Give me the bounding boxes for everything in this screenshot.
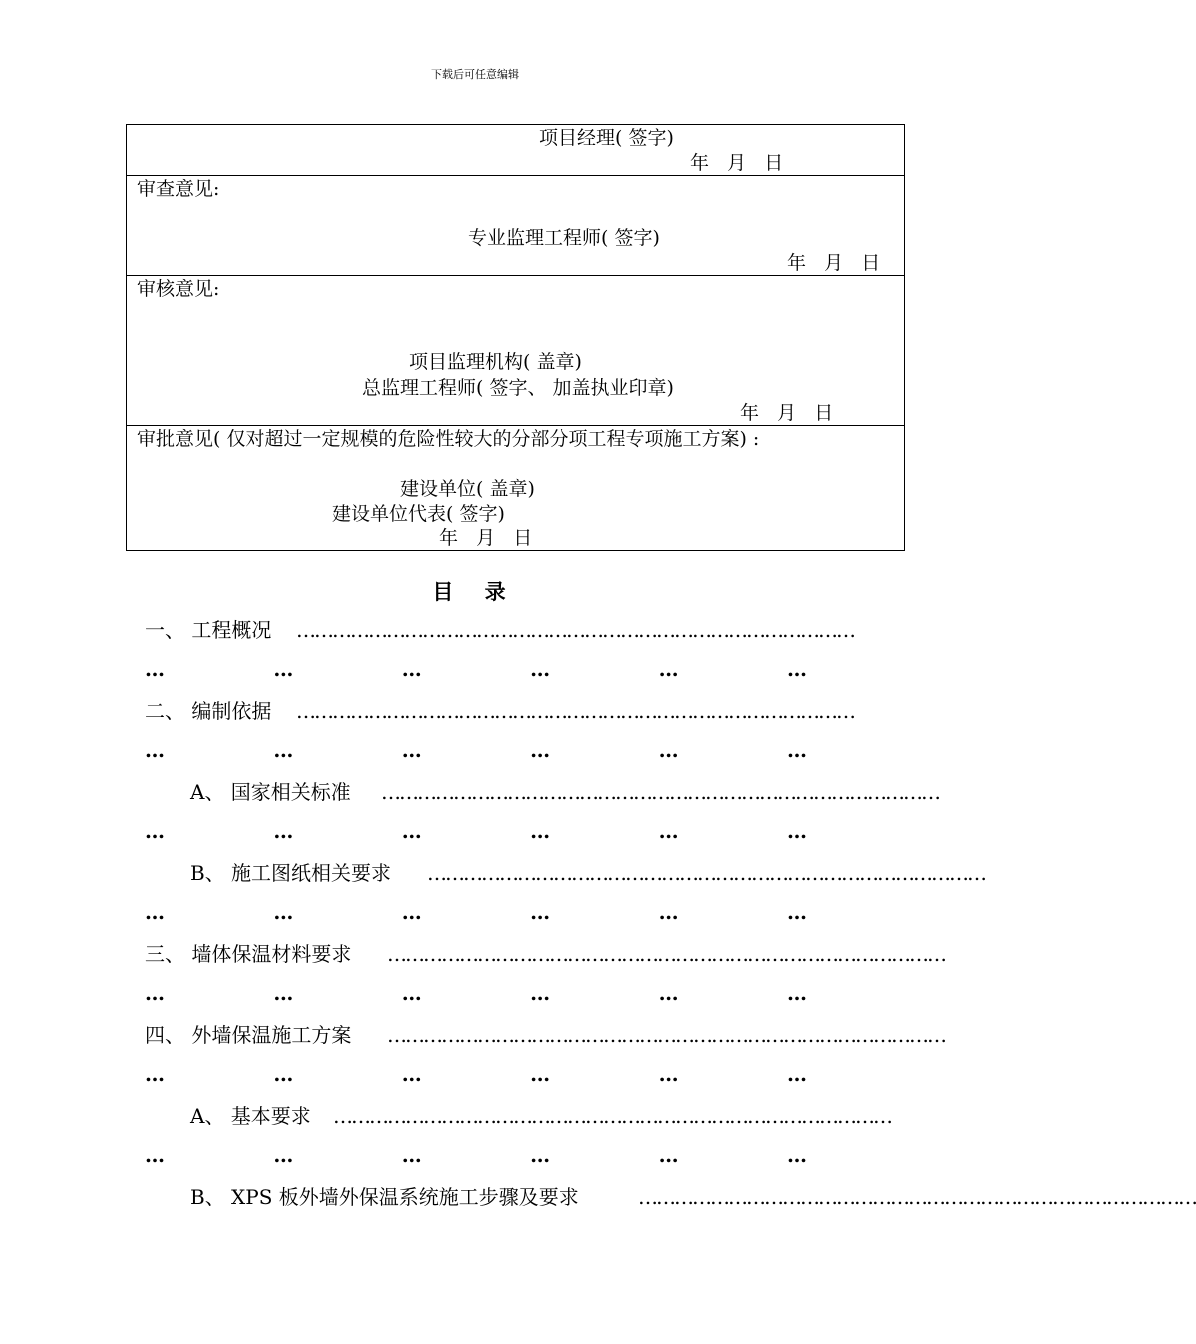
form-row-review [127,176,904,276]
dot-segment: … [530,819,551,843]
dot-segment: … [530,1143,551,1167]
dot-leader-continuation [145,1143,807,1167]
dot-leader: ………………………………………………………………………………… [333,1104,891,1128]
dot-segment: … [786,900,807,924]
dot-segment: … [658,819,679,843]
toc-entry-label: 二、 编制依据 [145,699,272,723]
dot-segment: … [786,819,807,843]
dot-segment: … [145,738,165,762]
date-label: 年 月 日 [690,152,784,174]
dot-segment: … [145,819,165,843]
dot-segment: … [786,657,807,681]
dot-segment: … [530,1062,551,1086]
dot-segment: … [145,1062,165,1086]
toc-title: 目 录 [432,579,518,604]
date-label: 年 月 日 [740,402,834,424]
dot-leader-continuation [145,819,807,843]
form-row-audit [127,276,904,426]
dot-segment: … [658,981,679,1005]
audit-opinion-heading: 审核意见: [137,278,220,300]
toc-entry-label: A、 国家相关标准 [190,780,351,804]
dot-segment: … [530,981,551,1005]
dot-leader: ………………………………………………………………………………… [381,780,939,804]
dot-segment: … [401,981,422,1005]
toc-entry-label: 三、 墙体保温材料要求 [145,942,352,966]
dot-segment: … [530,657,551,681]
owner-representative-signature-label: 建设单位代表( 签字) [332,503,505,525]
dot-segment: … [145,1143,165,1167]
dot-segment: … [658,738,679,762]
dot-leader-continuation [145,900,807,924]
dot-segment: … [658,657,679,681]
dot-segment: … [145,900,165,924]
dot-leader-continuation [145,981,807,1005]
form-row-project-manager [127,125,904,176]
toc-entry-label: B、 XPS 板外墙外保温系统施工步骤及要求 [190,1185,579,1209]
toc-entry-label: 一、 工程概况 [145,618,272,642]
dot-segment: … [658,900,679,924]
dot-segment: … [786,1143,807,1167]
date-label: 年 月 日 [787,252,881,274]
supervision-org-seal-label: 项目监理机构( 盖章) [409,351,582,373]
dot-leader: ………………………………………………………………………………… [387,1023,945,1047]
dot-segment: … [401,819,422,843]
dot-segment: … [273,900,294,924]
dot-leader: ………………………………………………………………………………… [296,699,854,723]
dot-leader: ………………………………………………………………………………… [638,1185,1196,1209]
dot-segment: … [273,1143,294,1167]
dot-segment: … [145,657,165,681]
dot-segment: … [786,738,807,762]
dot-segment: … [658,1062,679,1086]
dot-segment: … [401,1062,422,1086]
dot-leader-continuation [145,657,807,681]
dot-segment: … [401,1143,422,1167]
form-row-approval [127,426,904,552]
dot-leader-continuation [145,738,807,762]
dot-segment: … [273,738,294,762]
dot-segment: … [401,738,422,762]
dot-segment: … [273,819,294,843]
dot-leader: ………………………………………………………………………………… [427,861,985,885]
project-manager-signature-label: 项目经理( 签字) [539,127,674,149]
dot-leader-continuation [145,1062,807,1086]
dot-segment: … [658,1143,679,1167]
header-note: 下载后可任意编辑 [431,68,519,81]
owner-seal-label: 建设单位( 盖章) [400,478,535,500]
toc-entry-label: A、 基本要求 [190,1104,311,1128]
dot-segment: … [786,1062,807,1086]
approval-form-table [126,124,905,551]
dot-segment: … [273,657,294,681]
toc-entry-label: B、 施工图纸相关要求 [190,861,392,885]
dot-segment: … [530,738,551,762]
toc-entry-label: 四、 外墙保温施工方案 [145,1023,352,1047]
dot-segment: … [786,981,807,1005]
dot-segment: … [273,981,294,1005]
supervising-engineer-signature-label: 专业监理工程师( 签字) [468,227,660,249]
dot-segment: … [401,657,422,681]
date-label: 年 月 日 [439,527,533,549]
approval-opinion-heading: 审批意见( 仅对超过一定规模的危险性较大的分部分项工程专项施工方案) : [137,428,760,450]
dot-segment: … [145,981,165,1005]
review-opinion-heading: 审查意见: [137,178,220,200]
dot-segment: … [530,900,551,924]
dot-segment: … [401,900,422,924]
chief-engineer-signature-label: 总监理工程师( 签字、 加盖执业印章) [362,377,674,399]
dot-leader: ………………………………………………………………………………… [387,942,945,966]
dot-segment: … [273,1062,294,1086]
dot-leader: ………………………………………………………………………………… [296,618,854,642]
